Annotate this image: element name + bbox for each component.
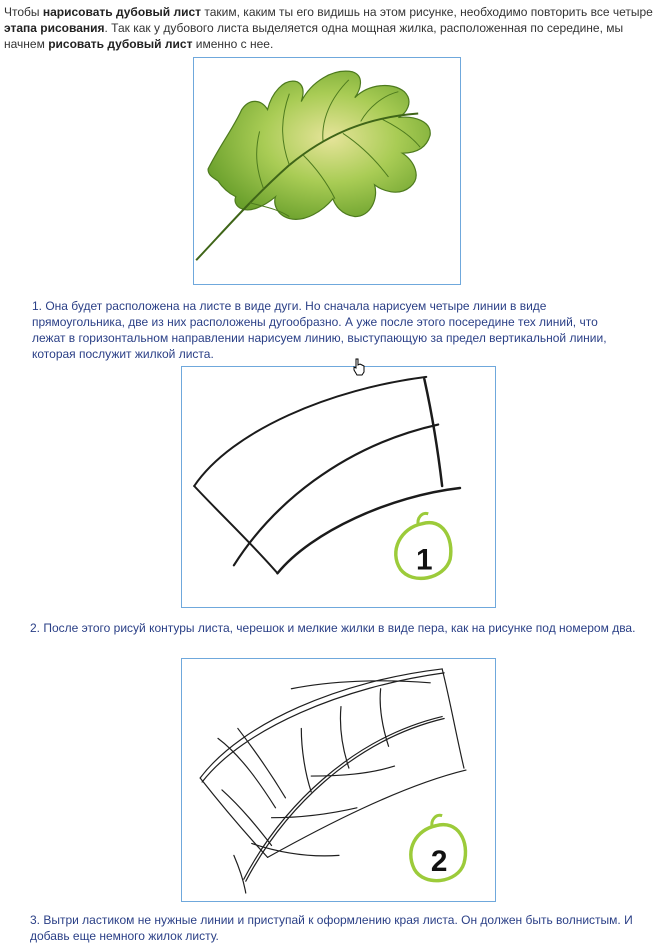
intro-text-4: именно с нее.	[192, 37, 274, 51]
intro-drawing-stages[interactable]: этапа рисования	[4, 21, 105, 35]
step2-text: 2. После этого рисуй контуры листа, черешок и мелкие жилки в виде пера, как на рисунке под номером два.	[30, 621, 636, 635]
intro-text-1: Чтобы	[4, 5, 43, 19]
step1-sketch	[182, 367, 495, 607]
step1-text: 1. Она будет расположена на листе в виде дуги. Но сначала нарисуем четыре линии в виде прямоугольника, две из них расположены дугообразно. А уже после этого посередине тех линий, что лежат в горизонтальном направлении нарисуем линию, выступающую за предел вертикальной линии, которая послужит жилкой листа.	[32, 299, 607, 361]
badge-2-number: 2	[430, 845, 448, 879]
right-edge-line	[424, 379, 442, 486]
midrib-line	[234, 425, 438, 566]
step2-figure	[181, 658, 496, 902]
intro-draw-oak-leaf-2[interactable]: рисовать дубовый лист	[48, 37, 193, 51]
step2-sketch	[182, 659, 495, 901]
step3-text: 3. Вытри ластиком не нужные линии и приступай к оформлению края листа. Он должен быть волнистым. И добавь еще немного жилок листу.	[30, 913, 633, 943]
step1-figure	[181, 366, 496, 608]
leaf-blade	[208, 71, 430, 219]
left-edge-line	[194, 486, 277, 573]
intro-link-draw-oak-leaf[interactable]: нарисовать дубовый лист	[42, 5, 202, 19]
hand-cursor-icon	[352, 358, 366, 376]
oak-leaf-image	[193, 57, 461, 285]
oak-leaf-illustration	[194, 58, 460, 284]
bottom-arc-line	[278, 488, 460, 573]
intro-text-3: . Так как у дубового листа выделяется одна мощная жилка, расположенная по середине, мы начнем	[4, 21, 624, 51]
badge-1-number: 1	[416, 543, 433, 577]
top-arc-line	[194, 377, 426, 486]
intro-text-2: таким, каким ты его видишь на этом рисунке, необходимо повторить все четыре	[201, 5, 653, 19]
intro-paragraph	[4, 4, 654, 52]
